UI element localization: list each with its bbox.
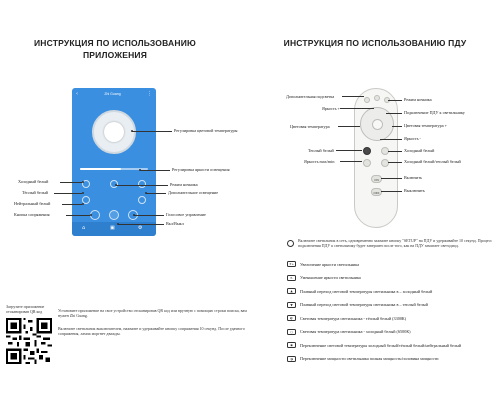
label-color-temp: Регулировка цветовой температуры	[174, 128, 238, 133]
remote-cold-warm-button	[381, 159, 389, 167]
scene-icon: ▣	[110, 225, 115, 231]
menu-dots-icon: ⋮	[147, 90, 152, 97]
rlabel-brightness-max: Яркость max/min	[304, 159, 335, 164]
remote-on-button	[371, 175, 382, 183]
rlabel-color-temp-plus: Цветовая температура +	[404, 123, 447, 128]
brightness-slider	[80, 168, 148, 170]
legend-icon-0: ☀+	[288, 262, 295, 266]
app-screen-image	[72, 88, 156, 236]
left-title-line1: ИНСТРУКЦИЯ ПО ИСПОЛЬЗОВАНИЮ	[34, 38, 196, 48]
label-voice-control: Голосовое управление	[166, 212, 206, 217]
remote-setup-button	[372, 119, 383, 130]
legend-icon-3: ▼	[287, 302, 296, 308]
remote-warm-white-button	[363, 147, 371, 155]
rlabel-brightness-minus: Яркость -	[404, 136, 421, 141]
rlabel-cold-warm: Холодный белый/теплый белый	[404, 159, 461, 164]
label-neutral-white: Нейтральный белый	[14, 201, 51, 206]
left-title-line2: ПРИЛОЖЕНИЯ	[82, 50, 148, 60]
settings-icon: ⚙	[138, 225, 143, 231]
remote-off-label: OFF	[373, 191, 380, 195]
remote-brightness-max-button	[363, 159, 371, 167]
color-temperature-dial	[92, 110, 136, 154]
left-title	[30, 38, 200, 60]
legend-icon-4: ◐	[287, 315, 296, 321]
rlabel-brightness-plus: Яркость +	[322, 106, 340, 111]
rlabel-night-mode: Режим ночника	[404, 97, 432, 102]
qr-code-image	[6, 318, 52, 364]
rlabel-pairing: Подключение ПДУ к светильнику	[404, 110, 465, 115]
dial-center	[104, 122, 124, 142]
legend-icon-1: ☀-	[287, 275, 296, 281]
rlabel-extra-light: Дополнительная подсветка	[286, 94, 335, 99]
label-extra-light: Дополнительное освещение	[168, 190, 219, 195]
remote-brightness-plus-button	[374, 95, 380, 101]
remote-on-label: ON	[374, 178, 379, 182]
remote-control-image	[354, 88, 398, 228]
legend-text-4: Световая температура светильника - тёплый белый (3300К)	[300, 315, 407, 321]
legend-icon-2: ▲	[287, 288, 296, 294]
right-title: ИНСТРУКЦИЯ ПО ИСПОЛЬЗОВАНИЮ ПДУ	[283, 38, 467, 48]
legend-text-7: Переключение мощности светильника полная мощность/половина мощности	[300, 356, 439, 361]
rlabel-warm-white: Теплый белый	[308, 148, 334, 153]
legend-text-2: Плавный переход световой температуры светильника в – холодный белый	[300, 288, 433, 294]
home-icon: ⌂	[82, 225, 86, 231]
legend-icon-7: ◑	[287, 356, 296, 362]
qr-caption-line1: Загрузите приложение	[6, 304, 45, 309]
app-header	[72, 88, 156, 100]
legend-text-3: Плавный переход световой температуры светильника в – теплый белый	[300, 302, 428, 307]
label-brightness: Регулировка яркости освещения	[172, 167, 230, 172]
app-title: Zhi Guang	[104, 92, 121, 96]
power-button	[109, 210, 119, 220]
instructions-install: Установите приложение на свое устройство отсканировав QR код или вручную с помощью строки поиска, вам нужен Zhi Guang.	[58, 308, 247, 318]
label-pairing-button: Кнопка сопряжения	[14, 212, 50, 217]
legend-icon-5: ○	[287, 329, 296, 335]
rlabel-cold-white: Холодный белый	[404, 148, 435, 153]
rlabel-off: Выключить	[404, 188, 425, 193]
legend-text-0: Увеличение яркости светильника	[300, 261, 360, 267]
rlabel-color-temp: Цветовая температура	[290, 124, 330, 129]
label-power: Вкл/Выкл	[166, 221, 184, 226]
setup-icon	[287, 240, 294, 247]
back-arrow-icon: ‹	[76, 90, 78, 97]
extra-light-button	[138, 196, 146, 204]
rlabel-on: Включить	[404, 175, 422, 180]
pair-note: Включите светильник в сеть, одновременно зажмите кнопку "SETUP" на ПДУ и удерживайте 10 секунд. Процесс подключения ПДУ к светильнику будет завершен после того, как на ПДУ замигает светодиод.	[298, 238, 493, 248]
instructions-pair: Включите светильник выключателем, нажмите и удерживайте кнопку сопряжения 10 секунд. После удачного сопряжения, лампа моргнет дважды.	[58, 326, 245, 336]
remote-extra-light-button	[364, 97, 370, 103]
legend-text-1: Уменьшение яркости светильника	[300, 275, 361, 280]
label-cold-white: Холодный белый	[18, 179, 49, 184]
legend-icon-6: ◉	[287, 342, 296, 348]
remote-off-button	[371, 188, 382, 196]
qr-caption	[6, 304, 44, 314]
label-night-mode: Режим ночника	[170, 182, 198, 187]
warm-white-button	[138, 180, 146, 188]
legend-text-6: Переключение световой температуры холодный белый/тёплый белый/нейтральный белый	[300, 342, 461, 348]
label-warm-white: Тёплый белый	[22, 190, 48, 195]
qr-caption-line2: отсканировав QR код	[6, 309, 43, 314]
legend-text-5: Световая температура светильника - холодный белый (6500К)	[300, 329, 411, 334]
